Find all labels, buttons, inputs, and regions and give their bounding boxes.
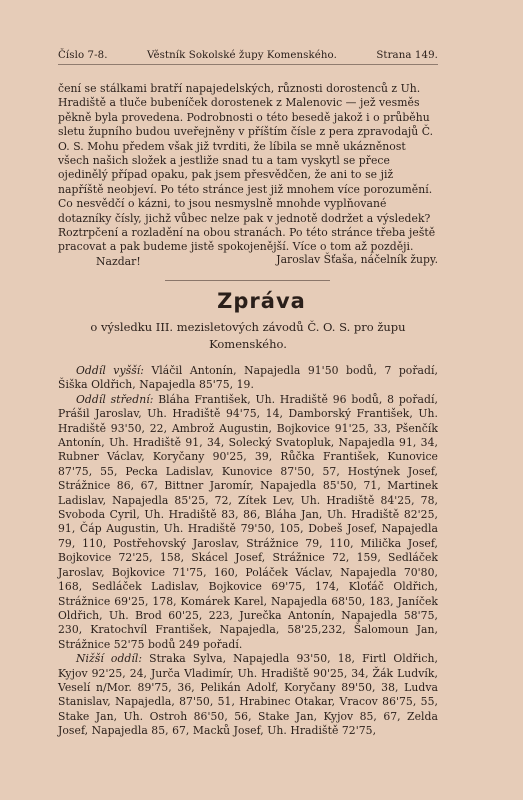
intro-paragraph xyxy=(58,82,438,269)
section-text: Straka Sylva, Napajedla 93'50, 18, Firtl Oldřich, Kyjov 92'25, 24, Jurča Vladimír, Uh. Hradiště 90'25, 34, Žák Ludvík, Veselí n/Mor. 89'75, 36, Pelikán Adolf, Koryčany 89'50, 38, Ludva Stanislav, Napajedla, 87'50, 51, Hrabinec Otakar, Vracov 86'75, 55, Stake Jan, Uh. Ostroh 86'50, 56, Stake Jan, Kyjov 85, 67, Zelda Josef, Napajedla 85, 67, Macků Josef, Uh. Hradiště 72'75, xyxy=(58,652,438,738)
issue-number: Číslo 7-8. xyxy=(58,50,108,61)
page-header xyxy=(58,50,438,61)
section-label: Oddíl vyšší: xyxy=(76,364,144,377)
section-label: Oddíl střední: xyxy=(76,392,154,406)
section-lower xyxy=(58,652,438,738)
section-divider xyxy=(165,280,330,281)
section-middle xyxy=(58,393,438,652)
closing-greeting: Nazdar! xyxy=(96,254,141,268)
section-label: Nižší oddíl: xyxy=(76,652,143,666)
header-rule xyxy=(58,64,438,65)
intro-text: čení se stálkami bratří napajedelských, různosti dorostenců z Uh. Hradiště a tluče bubeníček dorostenek z Malenovic — jež vesměs pěkně byla provedena. Podrobnosti o této besedě jakož i o průběhu sletu župního budou uveřejněny v příštím čísle z pera zpravodajů Č. O. S. Mohu předem však již tvrditi, že líbila se mně ukázněnost všech našich složek a jestliže snad tu a tam vyskytl se přece ojedinělý případ opaku, pak jsem přesvědčen, že ani to se již napříště neobjeví. Po této stránce jest již mnohem více porozumění. Co nesvědčí o kázni, to jsou nesmyslně mnohde vyplňované dotazníky čísly, jichž vůbec nelze pak v jednotě dodržet a výsledek? Roztrpčení a rozladění na obou stranách. Po této stránce třeba ještě pracovat a pak budeme jistě spokojenější. Více o tom až později. xyxy=(58,82,436,254)
signature: Jaroslav Šťaša, náčelník župy. xyxy=(276,253,438,266)
report-title: Zpráva xyxy=(217,289,306,313)
report-subtitle: o výsledku III. mezisletových závodů Č. O. S. pro župu Komenského. xyxy=(90,320,406,351)
results-body xyxy=(58,364,438,739)
section-upper xyxy=(58,364,438,393)
section-text: Bláha František, Uh. Hradiště 96 bodů, 8 pořadí, Prášil Jaroslav, Uh. Hradiště 94'75, 14, Damborský František, Uh. Hradiště 93'50, 22, Ambrož Augustin, Bojkovice 91'25, 33, Pšenčík Antonín, Uh. Hradiště 91, 34, Solecký Svatopluk, Napajedla 91, 34, Rubner Václav, Koryčany 90'25, 39, Růčka František, Kunovice 87'75, 55, Pecka Ladislav, Kunovice 87'50, 57, Hostýnek Josef, Strážnice 86, 67, Bittner Jaromír, Napajedla 85'50, 71, Martinek Ladislav, Napajedla 85'25, 72, Zítek Lev, Uh. Hradiště 84'25, 78, Svoboda Cyril, Uh. Hradiště 83, 86, Bláha Jan, Uh. Hradiště 82'25, 91, Čáp Augustin, Uh. Hradiště 79'50, 105, Dobeš Josef, Napajedla 79, 110, Postřehovský Jaroslav, Strážnice 79, 110, Milička Josef, Bojkovice 72'25, 158, Skácel Josef, Strážnice 72, 159, Sedláček Jaroslav, Bojkovice 71'75, 160, Poláček Václav, Napajedla 70'80, 168, Sedláček Ladislav, Bojkovice 69'75, 174, Kloťáč Oldřich, Strážnice 69'25, 178, Komárek Karel, Napajedla 68'50, 183, Janíček Oldřich, Uh. Brod 60'25, 223, Jurečka Antonín, Napajedla 58'75, 230, Kratochvíl František, Napajedla, 58'25,232, Šalomoun Jan, Strážnice 52'75 bodů 249 pořadí. xyxy=(58,392,438,651)
journal-title: Věstník Sokolské župy Komenského. xyxy=(146,50,337,61)
section-text: Vláčil Antonín, Napajedla 91'50 bodů, 7 pořadí, Šiška Oldřich, Napajedla 85'75, 19. xyxy=(58,364,438,392)
page-number: Strana 149. xyxy=(376,50,438,61)
